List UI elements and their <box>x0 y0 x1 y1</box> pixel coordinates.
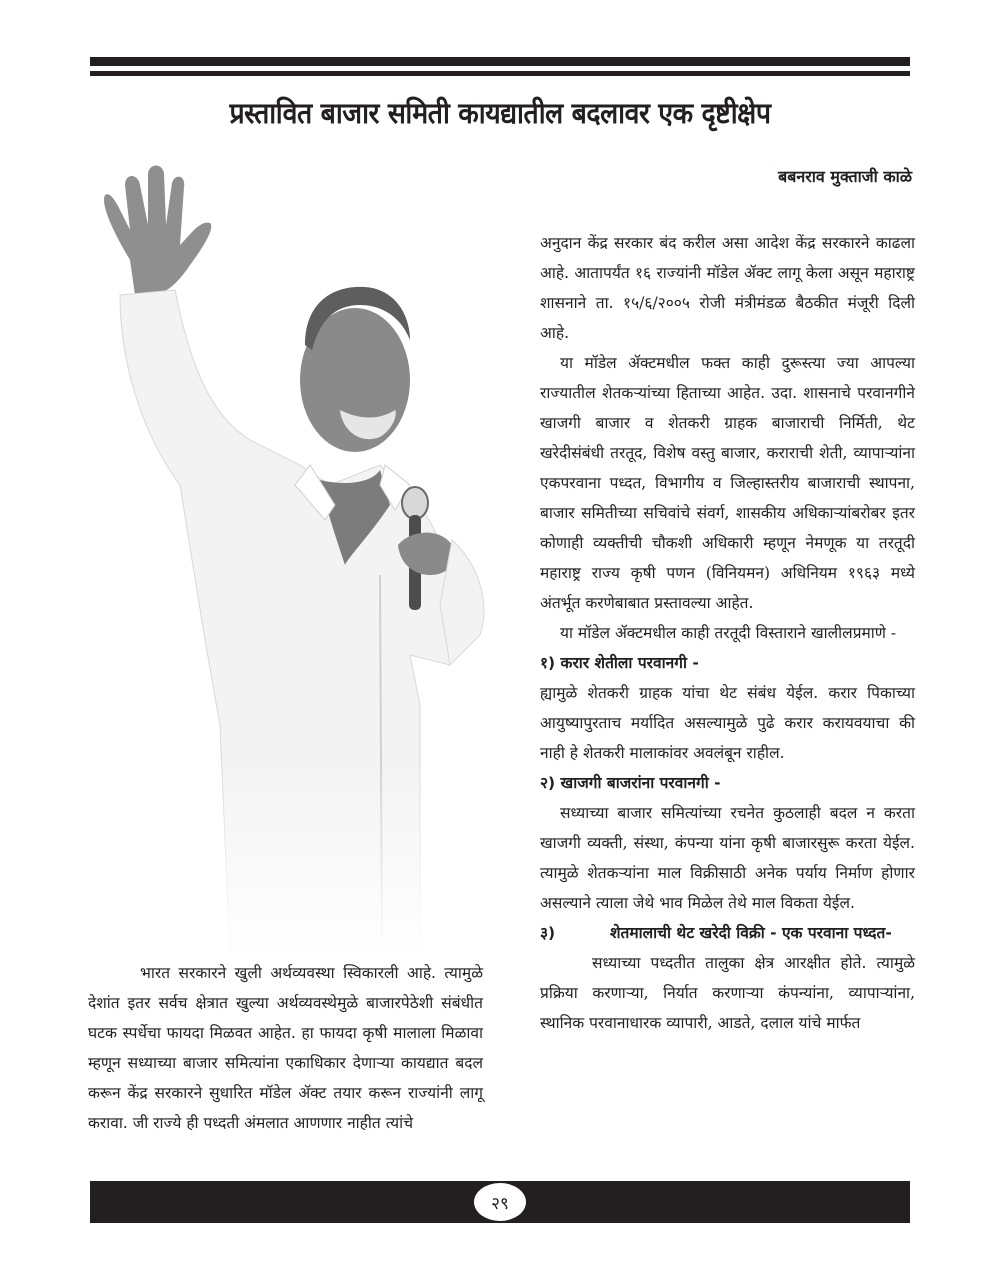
paragraph: या मॉडेल ॲक्टमधील फक्त काही दुरूस्त्या ज्या आपल्या राज्यातील शेतकऱ्यांच्या हिताच्या आहेत. उदा. शासनाचे परवानगीने खाजगी बाजार व शेतकरी ग्राहक बाजाराची निर्मिती, थेट खरेदीसंबंधी तरतूद, विशेष वस्तु बाजार, कराराची शेती, व्यापाऱ्यांना एकपरवाना पध्दत, विभागीय व जिल्हास्तरीय बाजाराची स्थापना, बाजार समितीच्या सचिवांचे संवर्ग, शासकीय अधिकाऱ्यांबरोबर इतर कोणाही व्यक्तीची चौकशी अधिकारी म्हणून नेमणूक या तरतूदी महाराष्ट्र राज्य कृषी पणन (विनियमन) अधिनियम १९६३ मध्ये अंतर्भूत करणेबाबात प्रस्तावल्या आहेत. <box>540 354 915 612</box>
paragraph: सध्याच्या बाजार समित्यांच्या रचनेत कुठलाही बदल न करता खाजगी व्यक्ती, संस्था, कंपन्या यांना कृषी बाजारसुरू करता येईल. त्यामुळे शेतकऱ्यांना माल विक्रीसाठी अनेक पर्याय निर्माण होणार असल्याने त्याला जेथे भाव मिळेल तेथे माल विकता येईल. <box>540 804 915 912</box>
speaker-illustration <box>80 165 540 955</box>
paragraph: अनुदान केंद्र सरकार बंद करील असा आदेश केंद्र सरकारने काढला आहे. आतापर्यंत १६ राज्यांनी मॉडेल ॲक्ट लागू केला असून महाराष्ट्र शासनाने ता. १५/६/२००५ रोजी मंत्रीमंडळ बैठकीत मंजूरी दिली आहे. <box>540 234 915 342</box>
speaker-photo <box>80 165 540 955</box>
footer-bar <box>90 1181 910 1223</box>
section-title: शेतमालाची थेट खरेदी विक्री - एक परवाना पध्दत- <box>610 924 892 942</box>
paragraph: या मॉडेल ॲक्टमधील काही तरतूदी विस्ताराने खालीलप्रमाणे - <box>560 624 897 642</box>
page-number: २९ <box>474 1183 526 1221</box>
article-title: प्रस्तावित बाजार समिती कायद्यातील बदलावर एक दृष्टीक्षेप <box>229 96 771 130</box>
right-column <box>540 228 915 1038</box>
paragraph: ह्यामुळे शेतकरी ग्राहक यांचा थेट संबंध येईल. करार पिकाच्या आयुष्यापुरताच मर्यादित असल्यामुळे पुढे करार करायवयाचा की नाही हे शेतकरी मालाकांवर अवलंबून राहील. <box>540 684 915 762</box>
left-column <box>88 958 483 1138</box>
section-heading: १) करार शेतीला परवानगी - <box>540 654 699 672</box>
author-name: बबनराव मुक्ताजी काळे <box>778 167 912 186</box>
section-heading: २) खाजगी बाजरांना परवानगी - <box>540 774 721 792</box>
paragraph: सध्याच्या पध्दतीत तालुका क्षेत्र आरक्षीत होते. त्यामुळे प्रक्रिया करणाऱ्या, निर्यात करणाऱ्या कंपन्यांना, व्यापाऱ्यांना, स्थानिक परवानाधारक व्यापारी, आडते, दलाल यांचे मार्फत <box>540 954 915 1032</box>
paragraph: भारत सरकारने खुली अर्थव्यवस्था स्विकारली आहे. त्यामुळे देशांत इतर सर्वच क्षेत्रात खुल्या अर्थव्यवस्थेमुळे बाजारपेठेशी संबंधीत घटक स्पर्धेचा फायदा मिळवत आहेत. हा फायदा कृषी मालाला मिळावा म्हणून सध्याच्या बाजार समित्यांना एकाधिकार देणाऱ्या कायद्यात बदल करून केंद्र सरकारने सुधारित मॉडेल ॲक्ट तयार करून राज्यांनी लागू करावा. जी राज्ये ही पध्दती अंमलात आणणार नाहीत त्यांचे <box>88 964 483 1132</box>
header-rule-thick <box>90 57 910 66</box>
section-heading <box>540 918 915 948</box>
section-number: ३) <box>540 924 556 942</box>
header-rule-thin <box>90 71 910 76</box>
